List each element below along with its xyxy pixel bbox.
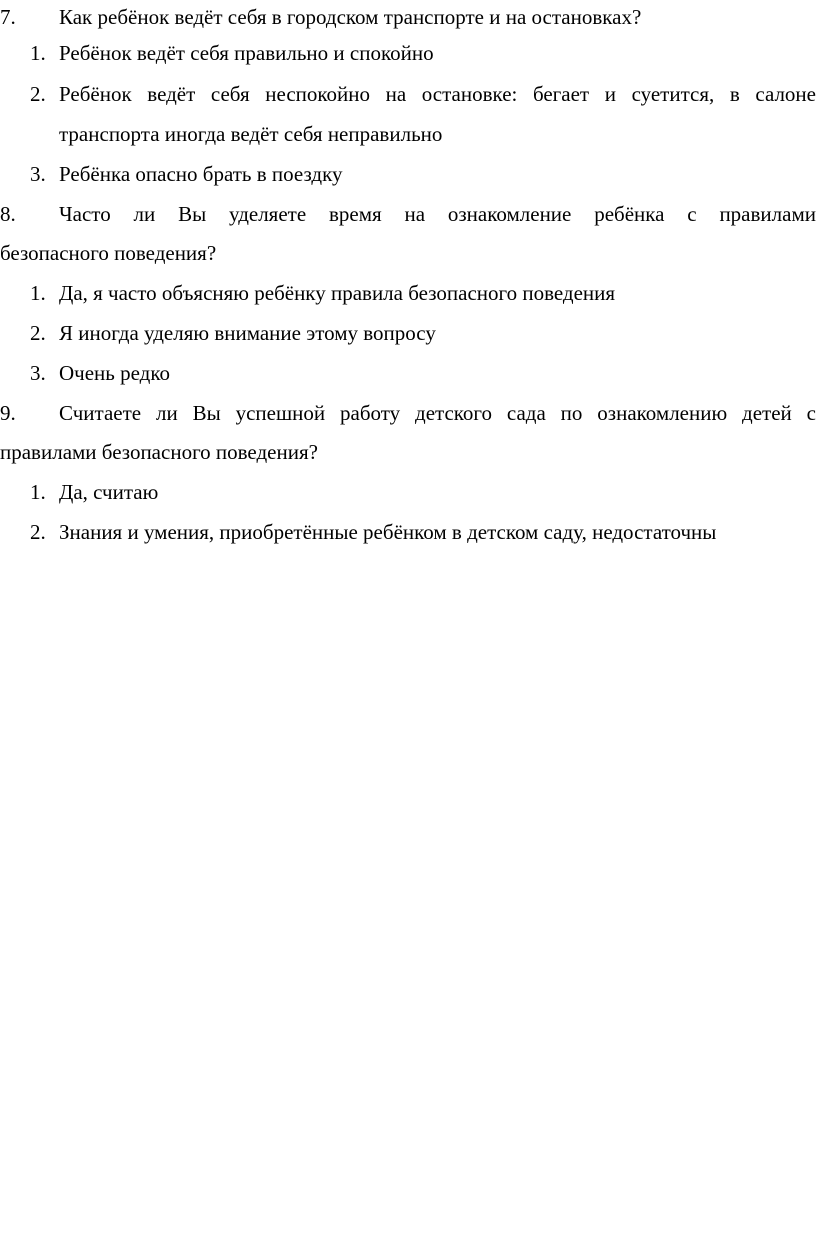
answer-text-continuation: транспорта иногда ведёт себя неправильно xyxy=(59,122,443,146)
question-text-continuation: правилами безопасного поведения? xyxy=(0,440,318,464)
question-text: Как ребёнок ведёт себя в городском транспорте и на остановках? xyxy=(59,5,642,29)
answer-number: 3. xyxy=(30,162,46,186)
question-text: Считаете ли Вы успешной работу детского сада по ознакомлению детей с xyxy=(59,401,816,425)
answer-text: Ребёнок ведёт себя правильно и спокойно xyxy=(59,41,434,65)
answer-number: 3. xyxy=(30,361,46,385)
question-text-continuation: безопасного поведения? xyxy=(0,241,217,265)
answer-text: Знания и умения, приобретённые ребёнком в детском саду, недостаточны xyxy=(59,520,717,544)
answer-text: Да, считаю xyxy=(59,480,159,504)
answer-number: 1. xyxy=(30,41,46,65)
question-number: 9. xyxy=(0,401,16,425)
question-number: 8. xyxy=(0,202,16,226)
question-text: Часто ли Вы уделяете время на ознакомление ребёнка с правилами xyxy=(59,202,816,226)
answer-text: Ребёнок ведёт себя неспокойно на остановке: бегает и суетится, в салоне xyxy=(59,82,816,106)
answer-number: 2. xyxy=(30,321,46,345)
answer-text: Очень редко xyxy=(59,361,170,385)
answer-text: Ребёнка опасно брать в поездку xyxy=(59,162,343,186)
answer-number: 2. xyxy=(30,82,46,106)
answer-text: Я иногда уделяю внимание этому вопросу xyxy=(59,321,436,345)
answer-text: Да, я часто объясняю ребёнку правила безопасного поведения xyxy=(59,281,616,305)
question-number: 7. xyxy=(0,5,16,29)
answer-number: 1. xyxy=(30,480,46,504)
answer-number: 2. xyxy=(30,520,46,544)
answer-number: 1. xyxy=(30,281,46,305)
